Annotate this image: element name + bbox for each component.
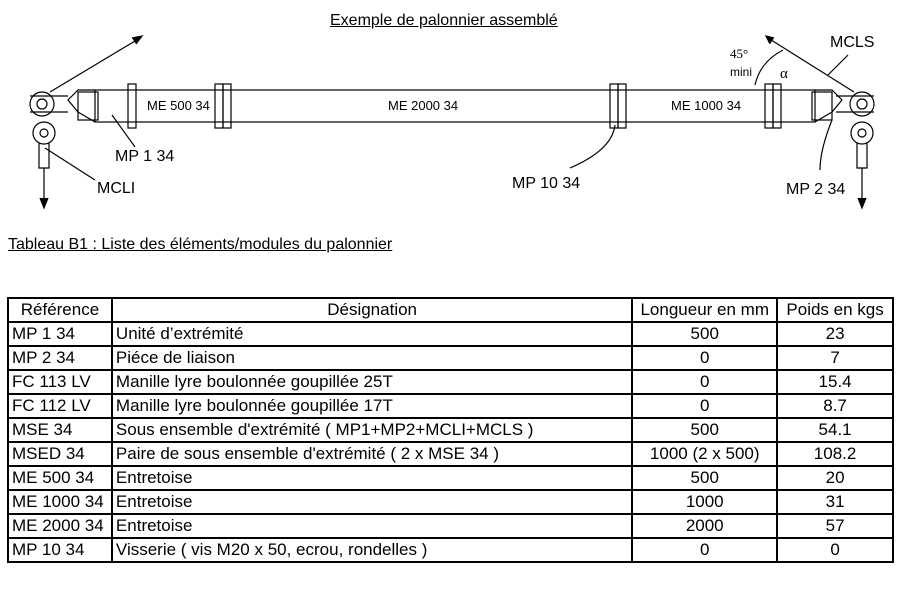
leader-mcls — [828, 55, 848, 75]
figure-title: Exemple de palonnier assemblé — [330, 12, 558, 29]
cell-length: 1000 — [632, 490, 777, 514]
table-row — [8, 394, 893, 418]
cell-length: 500 — [632, 322, 777, 346]
header-designation: Désignation — [112, 298, 632, 322]
cell-designation: Piéce de liaison — [112, 346, 632, 370]
cell-length: 500 — [632, 466, 777, 490]
header-length: Longueur en mm — [632, 298, 777, 322]
spreader-beam-drawing — [0, 0, 906, 230]
leader-mcli — [45, 148, 95, 180]
cell-reference: MSED 34 — [8, 442, 112, 466]
table-row — [8, 346, 893, 370]
cell-designation: Entretoise — [112, 514, 632, 538]
table-row — [8, 418, 893, 442]
label-alpha: α — [780, 66, 788, 82]
parts-table — [7, 297, 894, 563]
table-header-row — [8, 298, 893, 322]
table-row — [8, 514, 893, 538]
cell-designation: Visserie ( vis M20 x 50, ecrou, rondelles ) — [112, 538, 632, 562]
table-row — [8, 466, 893, 490]
label-mcls: MCLS — [830, 34, 875, 51]
label-mcli: MCLI — [97, 180, 136, 197]
label-me500: ME 500 34 — [147, 98, 210, 113]
cell-reference: MP 1 34 — [8, 322, 112, 346]
header-weight: Poids en kgs — [777, 298, 893, 322]
label-mp1: MP 1 34 — [115, 148, 175, 165]
cell-designation: Entretoise — [112, 466, 632, 490]
cell-weight: 108.2 — [777, 442, 893, 466]
cell-weight: 31 — [777, 490, 893, 514]
table-row — [8, 322, 893, 346]
table-caption: Tableau B1 : Liste des éléments/modules du palonnier — [8, 236, 393, 253]
cell-weight: 15.4 — [777, 370, 893, 394]
cell-length: 0 — [632, 346, 777, 370]
cell-reference: MSE 34 — [8, 418, 112, 442]
label-angle: 45° — [730, 46, 749, 61]
cell-reference: FC 112 LV — [8, 394, 112, 418]
cell-length: 1000 (2 x 500) — [632, 442, 777, 466]
leader-mp2 — [820, 120, 832, 170]
cell-weight: 8.7 — [777, 394, 893, 418]
table-row — [8, 370, 893, 394]
cell-reference: ME 2000 34 — [8, 514, 112, 538]
label-angle-note: mini — [730, 65, 753, 79]
cell-length: 0 — [632, 538, 777, 562]
label-me2000: ME 2000 34 — [388, 98, 459, 113]
cell-weight: 23 — [777, 322, 893, 346]
cell-reference: ME 1000 34 — [8, 490, 112, 514]
cell-designation: Entretoise — [112, 490, 632, 514]
cell-reference: ME 500 34 — [8, 466, 112, 490]
cell-reference: MP 10 34 — [8, 538, 112, 562]
cell-designation: Paire de sous ensemble d'extrémité ( 2 x MSE 34 ) — [112, 442, 632, 466]
table-row — [8, 538, 893, 562]
cell-weight: 7 — [777, 346, 893, 370]
label-me1000: ME 1000 34 — [671, 98, 742, 113]
cell-designation: Sous ensemble d'extrémité ( MP1+MP2+MCLI+MCLS ) — [112, 418, 632, 442]
header-reference: Référence — [8, 298, 112, 322]
label-mp10: MP 10 34 — [512, 175, 581, 192]
cell-weight: 20 — [777, 466, 893, 490]
cell-weight: 0 — [777, 538, 893, 562]
cell-designation: Manille lyre boulonnée goupillée 17T — [112, 394, 632, 418]
cell-length: 500 — [632, 418, 777, 442]
cell-weight: 57 — [777, 514, 893, 538]
cell-weight: 54.1 — [777, 418, 893, 442]
table-row — [8, 490, 893, 514]
table-body — [8, 322, 893, 562]
label-mp2: MP 2 34 — [786, 181, 846, 198]
cell-length: 0 — [632, 394, 777, 418]
table-row — [8, 442, 893, 466]
cell-designation: Manille lyre boulonnée goupillée 25T — [112, 370, 632, 394]
cell-reference: MP 2 34 — [8, 346, 112, 370]
cell-length: 2000 — [632, 514, 777, 538]
cell-designation: Unité d’extrémité — [112, 322, 632, 346]
cell-length: 0 — [632, 370, 777, 394]
cell-reference: FC 113 LV — [8, 370, 112, 394]
leader-mp10 — [570, 125, 615, 168]
